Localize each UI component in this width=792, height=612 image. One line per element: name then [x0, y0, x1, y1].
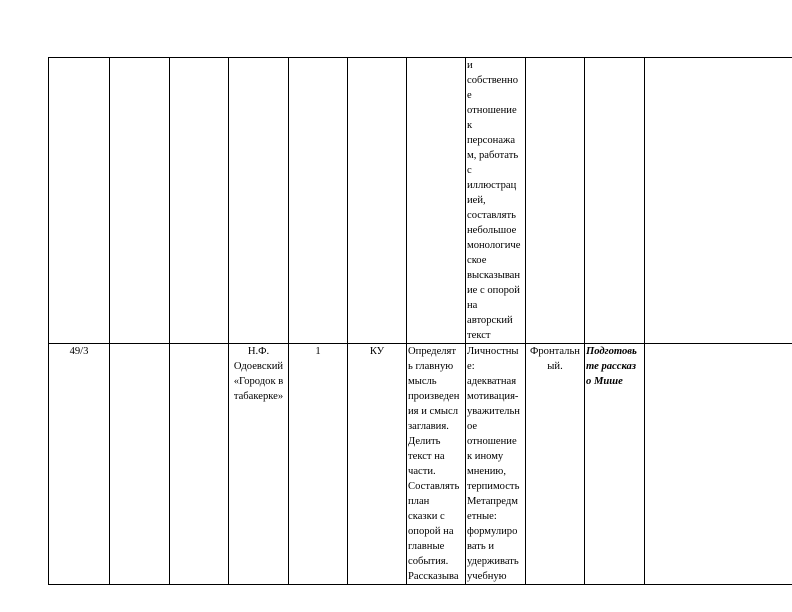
cell-empty — [110, 58, 170, 344]
cell-homework — [585, 58, 645, 344]
cell-control: Фронтальн ый. — [526, 344, 585, 585]
table-row-lesson — [49, 344, 792, 585]
cell-hours — [289, 58, 348, 344]
cell-results: и собственно е отношение к персонажа м, работать с иллюстрац ией, составлять небольшое монологиче ское высказыван ие с опорой на авторский текст — [466, 58, 526, 344]
cell-topic — [229, 58, 289, 344]
cell-activities: Определят ь главную мысль произведен ия и смысл заглавия. Делить текст на части. Составлять план сказки с опорой на главные события. Рассказыва — [407, 344, 466, 585]
cell-hours: 1 — [289, 344, 348, 585]
cell-number — [49, 58, 110, 344]
cell-homework: Подготовь те рассказ о Мише — [585, 344, 645, 585]
cell-lesson-type — [348, 58, 407, 344]
cell-control — [526, 58, 585, 344]
table-row-continued — [49, 58, 792, 344]
cell-number: 49/3 — [49, 344, 110, 585]
cell-lesson-type: КУ — [348, 344, 407, 585]
lesson-plan-table — [48, 57, 792, 585]
cell-empty — [170, 344, 229, 585]
cell-activities — [407, 58, 466, 344]
cell-empty — [170, 58, 229, 344]
cell-topic: Н.Ф. Одоевский «Городок в табакерке» — [229, 344, 289, 585]
cell-notes — [645, 344, 792, 585]
cell-results: Личностны е: адекватная мотивация- уважительн ое отношение к иному мнению, терпимость Метапредм етные: формулиро вать и удерживать учебную — [466, 344, 526, 585]
cell-notes — [645, 58, 792, 344]
cell-empty — [110, 344, 170, 585]
